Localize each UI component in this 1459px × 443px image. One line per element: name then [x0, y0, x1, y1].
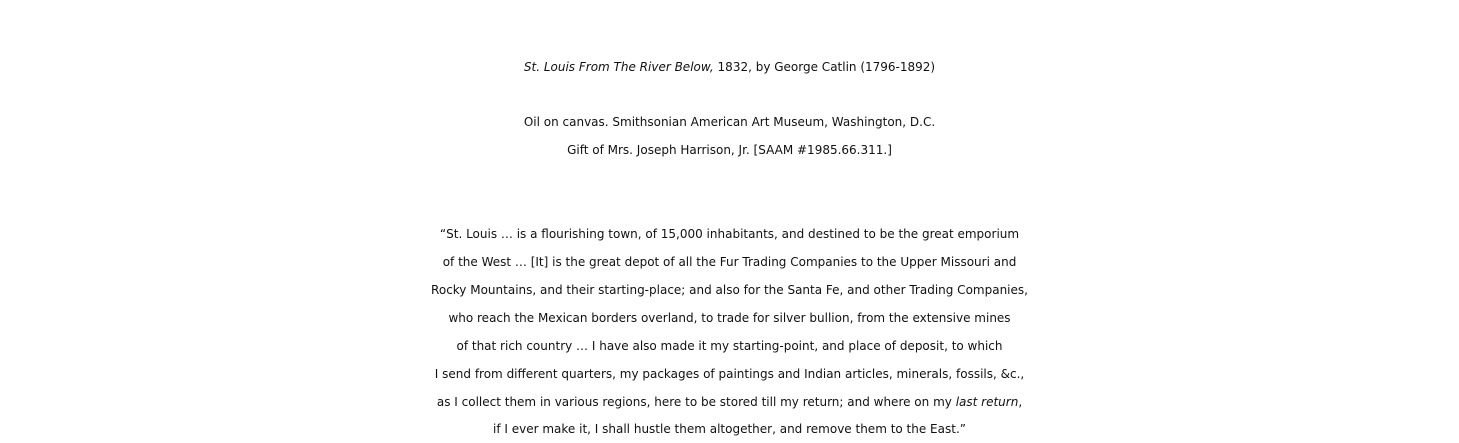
quote-line: [0, 388, 1459, 416]
quote-line: if I ever make it, I shall hustle them altogether, and remove them to the East.”: [493, 422, 966, 436]
quote-line: of the West … [It] is the great depot of all the Fur Trading Companies to the Upper Missouri and: [442, 255, 1017, 269]
credit-line: Gift of Mrs. Joseph Harrison, Jr. [SAAM #1985.66.311.]: [567, 143, 892, 157]
quote-line: I send from different quarters, my packages of paintings and Indian articles, minerals, fossils, &c.,: [434, 367, 1025, 381]
painting-date-artist: 1832, by George Catlin (1796-1892): [713, 60, 936, 74]
quote-line: Rocky Mountains, and their starting-place; and also for the Santa Fe, and other Trading Companies,: [431, 283, 1028, 297]
quote-line: “St. Louis … is a flourishing town, of 15,000 inhabitants, and destined to be the great emporium: [439, 227, 1020, 241]
painting-title-line: [0, 53, 1459, 81]
quote-emphasis: last return: [955, 395, 1019, 409]
quote-line: of that rich country … I have also made it my starting-point, and place of deposit, to which: [456, 339, 1003, 353]
quote-line-punctuation: ,: [1018, 395, 1023, 409]
quote-line-text: as I collect them in various regions, here to be stored till my return; and where on my: [436, 395, 956, 409]
painting-title: St. Louis From The River Below,: [523, 60, 714, 74]
quote-line: who reach the Mexican borders overland, to trade for silver bullion, from the extensive mines: [448, 311, 1011, 325]
medium-collection-line: Oil on canvas. Smithsonian American Art Museum, Washington, D.C.: [523, 115, 936, 129]
